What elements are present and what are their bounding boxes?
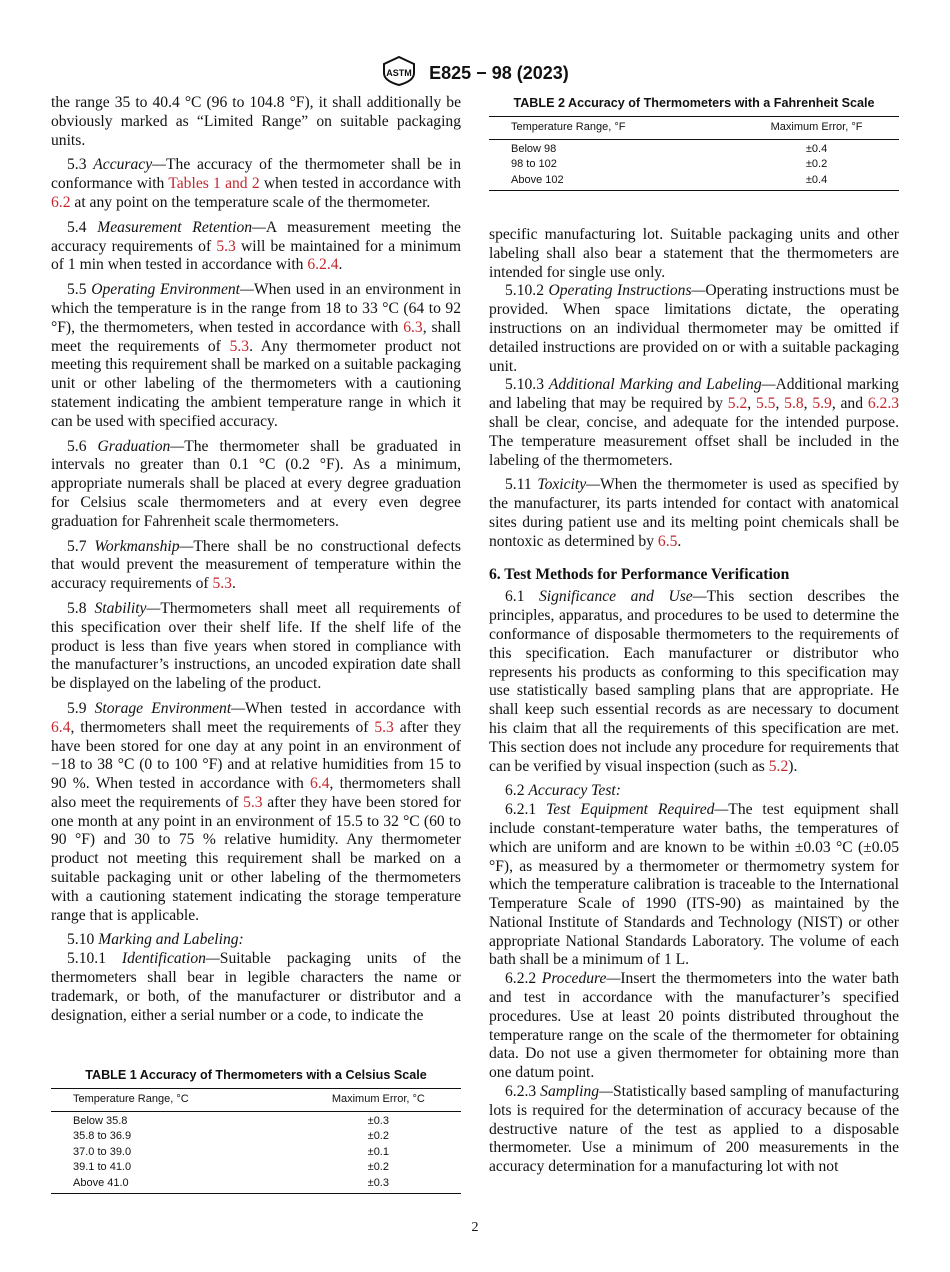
table-row [51,1111,461,1129]
section-title: Accuracy Test: [528,782,621,800]
table-caption: TABLE 2 Accuracy of Thermometers with a Fahrenheit Scale [513,96,875,110]
paragraph-text: Statistically based sampling of manufacturing lots is required for the determination of accuracy because of the destructive nature of the test as applied to a disposable thermometer. Use a minimum of 200 measurements in the accuracy determination for a manufacturing lot with not [489,1083,899,1176]
section-title: Marking and Labeling: [98,931,244,949]
section-title: Operating Instructions— [548,282,706,300]
paragraph-5-10 [51,931,461,950]
section-number: 5.6 [67,437,87,455]
paragraph-text: Suitable packaging units of the thermometers shall bear in legible characters the name or trademark, or both, of the manufacturer or distributor and a designation, either a serial number or a code, to indicate the [51,950,461,1024]
cross-reference-link[interactable]: 5.2 [768,757,789,775]
paragraph-text: ). [788,757,798,775]
paragraph-6-2 [489,782,899,801]
cross-reference-link[interactable]: 5.3 [212,575,232,593]
paragraph-text: . [231,575,236,593]
table-cell: 35.8 to 36.9 [73,1130,132,1142]
section-title: Procedure— [541,970,621,988]
paragraph-text: , thermometers shall also meet the requirements of [51,775,461,811]
cross-reference-link[interactable]: Tables 1 and 2 [168,175,260,193]
section-title: Significance and Use— [539,588,707,606]
section-number: 5.3 [67,156,87,174]
section-title: Graduation— [97,437,185,455]
section-number: 5.9 [67,699,87,717]
paragraph-text: . [677,532,682,550]
cross-reference-link[interactable]: 5.3 [374,718,394,736]
table-cell: ±0.1 [367,1145,389,1158]
paragraph-text: . [338,256,343,274]
table-row [51,1145,461,1161]
section-title: Sampling— [540,1083,613,1101]
table-row [489,139,899,157]
paragraph-6-2-2 [489,970,899,1083]
right-column [489,226,899,1177]
paragraph-6-1 [489,588,899,776]
section-title: Additional Marking and Labeling— [548,376,776,394]
paragraph-5-11 [489,476,899,551]
paragraph-text: The test equipment shall include constant-temperature water baths, the temperatures of which are uniform and are known to be within ±0.03 °C (±0.05 °F), as measured by a thermometer or thermometry system for which the temperature calibration is traceable to the International Temperature Scale of 1990 (ITS-90) as maintained by the National Institute of Standards and Technology (NIST) or other appropriate National Standards Laboratory. The volume of each bath shall be a minimum of 1 L. [489,801,899,969]
section-number: 6.2 [505,782,525,800]
cross-reference-link[interactable]: 6.5 [657,532,678,550]
paragraph-text: when tested in accordance with [259,175,461,193]
section-number: 5.7 [67,537,87,555]
page-number: 2 [471,1220,479,1235]
table-caption: TABLE 1 Accuracy of Thermometers with a Celsius Scale [85,1068,427,1082]
section-number: 6.2.2 [505,970,537,988]
paragraph-text: Thermometers shall meet all requirements of this specification over their shelf life. If the shelf life of the product is less than five years when stored in compliance with the manufacturer’s instructions, an uncoded expiration date shall be displayed on the labeling of the product. [51,599,461,693]
cross-reference-link[interactable]: 5.3 [229,337,250,355]
table-row [489,157,899,173]
column-header: Temperature Range, °C [51,1089,296,1112]
cross-reference-link[interactable]: 6.4 [51,718,71,736]
section-number: 6.2.1 [505,801,537,819]
table-1-celsius [51,1068,461,1194]
paragraph-text: . Any thermometer product not meeting this requirement shall be marked on a suitable packaging unit or other labeling of the thermometers with a cautioning statement indicating the ambient temperature range in which it can be used with specified accuracy. [51,337,461,430]
paragraph-text: There shall be no constructional defects that would prevent the measurement of temperature within the accuracy requirements of [51,537,461,593]
table-cell: ±0.2 [367,1130,389,1142]
section-title: Identification— [121,950,220,968]
table-header-row [489,117,899,140]
paragraph-5-3 [51,156,461,212]
cross-reference-link[interactable]: 6.2.3 [867,395,900,413]
table-cell: 98 to 102 [511,158,557,170]
section-number: 5.11 [505,476,532,494]
accuracy-table-celsius [51,1088,461,1194]
table-row [489,173,899,191]
paragraph-5-6 [51,438,461,532]
section-title: Measurement Retention— [97,218,266,236]
section-title: Workmanship— [94,537,194,555]
logo-text: ASTM [386,68,412,78]
section-title: Accuracy— [93,156,167,174]
paragraph-text: , shall meet the requirements of [51,318,462,355]
table-cell: ±0.4 [734,173,899,191]
paragraph-5-5 [51,281,461,431]
cross-reference-link[interactable]: 6.3 [403,318,423,336]
section-number: 5.10.1 [67,950,106,968]
paragraph-6-2-3 [489,1083,899,1177]
document-designation: E825 − 98 (2023) [429,63,569,83]
cross-reference-link[interactable]: 5.2 [727,395,748,413]
paragraph-text: , [803,395,813,413]
table-row [51,1129,461,1145]
page-header [0,56,950,91]
cross-reference-link[interactable]: 5.3 [243,793,263,811]
paragraph-text: When used in an environment in which the temperature is in the range from 18 to 33 °C (64 to 92 °F), the thermometers, when tested in accordance with [51,281,462,336]
section-title: Test Equipment Required— [546,801,729,819]
section-heading-6: 6. Test Methods for Performance Verification [489,565,790,583]
cross-reference-link[interactable]: 5.9 [812,395,832,413]
column-header: Maximum Error, °F [734,117,899,140]
section-number: 5.5 [67,281,87,299]
section-number: 5.10.3 [505,376,544,394]
section-title: Operating Environment— [91,281,254,299]
paragraph-text: , [747,395,756,413]
table-cell: Above 41.0 [51,1176,296,1194]
paragraph-5-4 [51,219,461,275]
paragraph-text: This section describes the principles, apparatus, and procedures to be used to determine the conformance of disposable thermometers to the requirements of this specification. Each manufacturer or distributor who represents his products as conforming to this specification may use statistically based sampling plans that are appropriate. He shall keep such essential records as are necessary to document his claim that all the requirements of this specification are met. This section does not include any procedure for requirements that can be verified by visual inspection (such as [489,588,899,775]
table-cell: ±0.4 [805,142,828,155]
paragraph-6-2-1 [489,801,899,970]
table-cell: Above 102 [489,173,734,191]
section-number: 5.10 [67,931,95,949]
paragraph-text: after they have been stored for one day at any point in an environment of −18 to 38 °C (0 to 100 °F) and at relative humidities from 15 to 90 %. When tested in accordance with [51,718,461,793]
paragraph-text: will be maintained for a minimum of 1 min when tested in accordance with [51,237,461,274]
paragraph-continuation [489,226,899,282]
paragraph-text: The accuracy of the thermometer shall be in conformance with [51,156,461,193]
paragraph-5-8 [51,600,461,694]
paragraph-text: The thermometer shall be graduated in intervals no greater than 0.1 °C (0.2 °F). As a minimum, appropriate numerals shall be placed at every degree graduation for Celsius scale thermometers and at every even degree graduation for Fahrenheit scale thermometers. [51,437,461,530]
paragraph-5-10-3 [489,376,899,470]
paragraph-text: Additional marking and labeling that may be required by [489,376,899,413]
paragraph-5-10-2 [489,282,899,376]
section-number: 5.4 [67,218,87,236]
table-2-fahrenheit [489,96,899,191]
section-number: 6.1 [505,588,525,606]
table-cell: ±0.3 [367,1114,389,1127]
paragraph-continuation [51,94,461,150]
astm-logo-icon [381,56,417,91]
table-cell: ±0.3 [296,1176,461,1194]
cross-reference-link[interactable]: 6.4 [310,775,330,793]
paragraph-text: , thermometers shall meet the requirements of [70,718,375,736]
paragraph-text: Operating instructions must be provided. When space limitations dictate, the operating instructions on an individual thermometer may be omitted if detailed instructions are provided on or with a suitable packaging unit. [489,282,899,375]
table-cell: 37.0 to 39.0 [73,1145,132,1158]
section-title: Toxicity— [537,476,600,494]
cross-reference-link[interactable]: 5.8 [784,395,804,413]
paragraph-text: , [775,395,785,413]
table-row [51,1176,461,1194]
table-cell: ±0.2 [367,1161,389,1173]
section-number: 5.8 [67,599,87,617]
paragraph-5-7 [51,538,461,594]
paragraph-text: A measurement meeting the accuracy requirements of [51,218,461,255]
paragraph-text: When tested in accordance with [245,699,461,717]
table-cell: 39.1 to 41.0 [73,1161,132,1173]
paragraph-5-9 [51,700,461,926]
section-number: 6.2.3 [505,1083,537,1101]
section-title: Storage Environment— [94,699,246,717]
paragraph-text: after they have been stored for one month at any point in an environment of 15.5 to 32 °C (60 to 90 °F) and 30 to 75 % relative humidity. Any thermometer product not meeting this requirement shall be marked on a suitable packaging unit or other labeling of the thermometers with a cautioning statement indicating the storage temperature range that is applicable. [51,793,461,924]
paragraph-5-10-1 [51,950,461,1025]
section-number: 5.10.2 [505,282,544,300]
paragraph-text: shall be clear, concise, and adequate for the intended purpose. The temperature measurement offset shall be included in the labeling of the thermometers. [489,413,899,469]
section-title: Stability— [94,599,161,617]
table-cell: ±0.2 [805,158,828,170]
paragraph-text: When the thermometer is used as specified by the manufacturer, its parts intended for contact with anatomical sites during patient use and its melting point chemicals shall be nontoxic as determined by [489,476,899,550]
column-header: Temperature Range, °F [489,117,734,140]
column-header: Maximum Error, °C [296,1089,461,1112]
table-cell: Below 35.8 [73,1114,128,1127]
paragraph-text: at any point on the temperature scale of the thermometer. [70,193,431,211]
cross-reference-link[interactable]: 5.3 [216,237,236,255]
paragraph-text: specific manufacturing lot. Suitable packaging units and other labeling shall also bear a statement that the thermometers are intended for single use only. [489,226,899,281]
left-column [51,94,461,1025]
table-row [51,1160,461,1176]
cross-reference-link[interactable]: 5.5 [755,395,776,413]
accuracy-table-fahrenheit [489,116,899,191]
table-cell: Below 98 [511,142,557,155]
cross-reference-link[interactable]: 6.2.4 [307,256,339,274]
cross-reference-link[interactable]: 6.2 [51,193,71,211]
paragraph-text: Insert the thermometers into the water bath and test in accordance with the manufacturer’s specified procedures. Use at least 20 points distributed throughout the temperature range on the scale of the thermometer for obtaining data. Do not use a given thermometer for obtaining more than one datum point. [489,970,900,1082]
table-header-row [51,1089,461,1112]
paragraph-text: , and [831,395,868,413]
paragraph-text: the range 35 to 40.4 °C (96 to 104.8 °F), it shall additionally be obviously marked as “Limited Range” on suitable packaging units. [51,94,461,149]
